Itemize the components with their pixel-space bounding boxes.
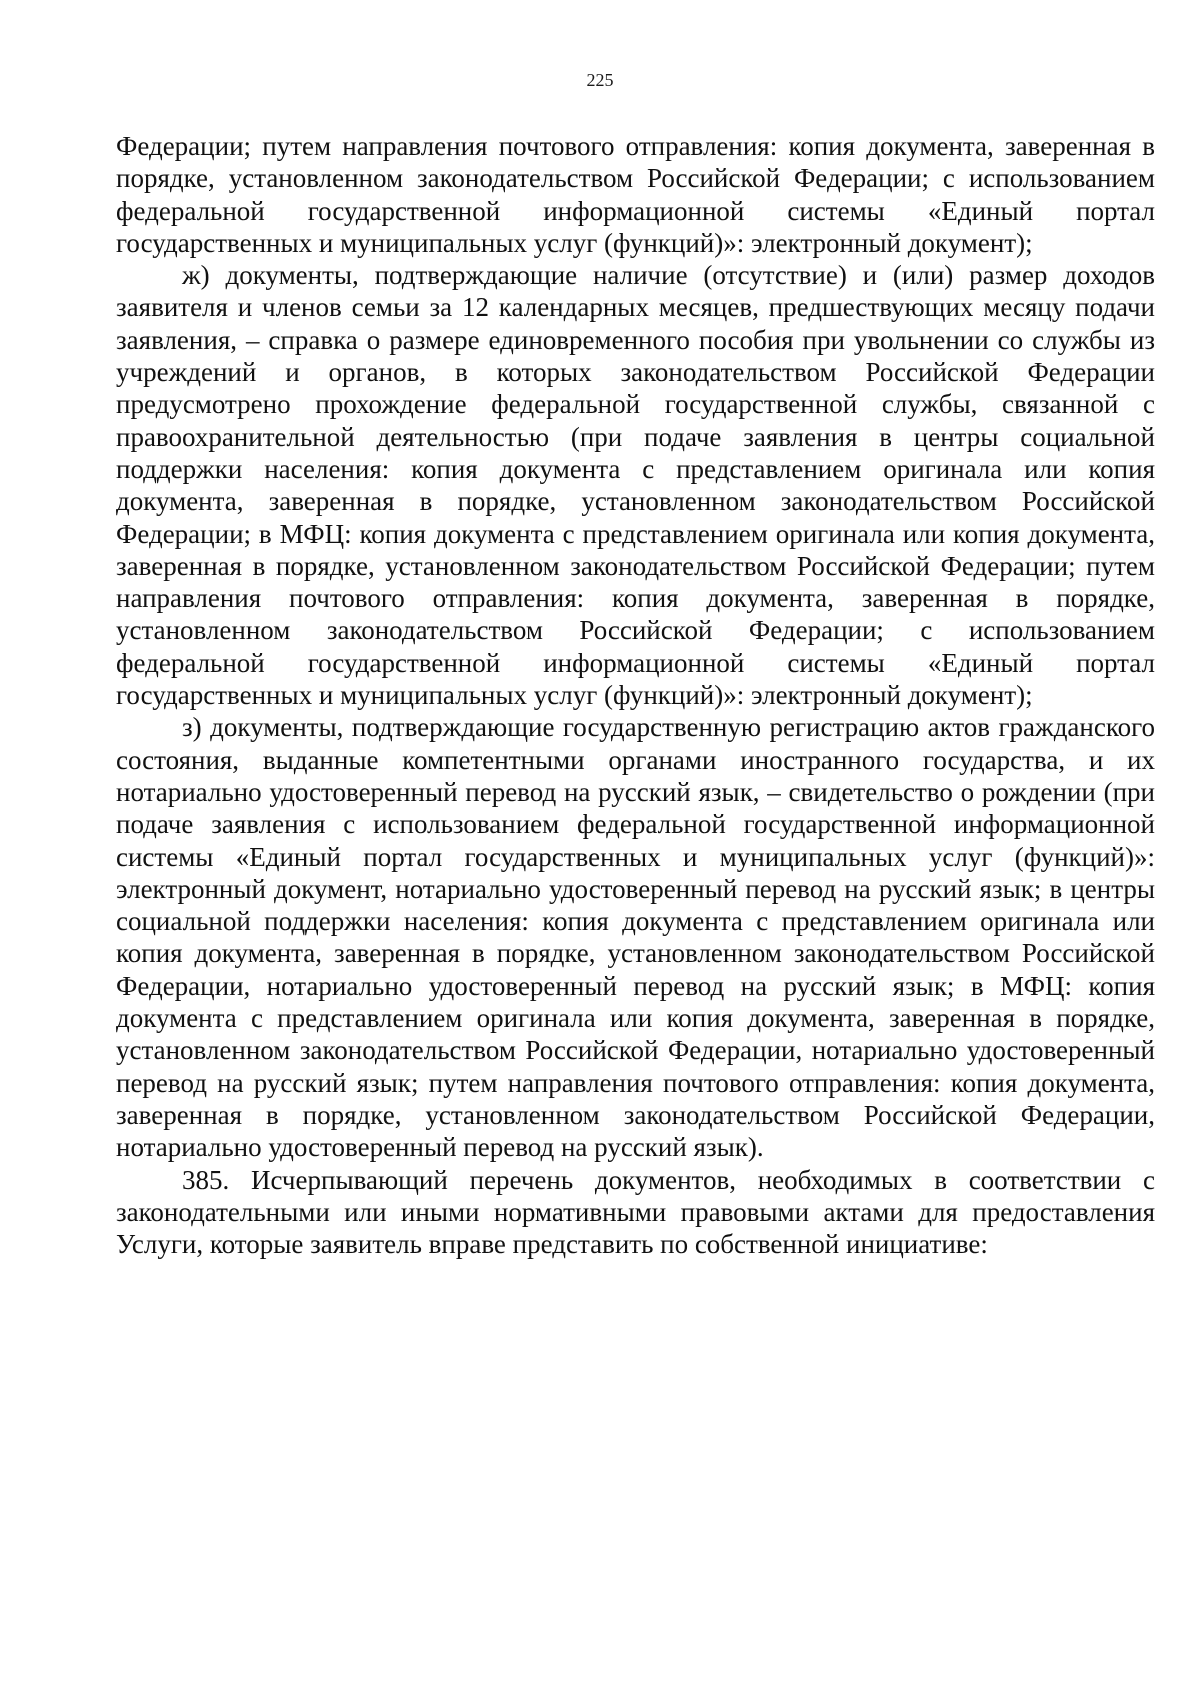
document-body — [116, 130, 1155, 1260]
paragraph-continuation: Федерации; путем направления почтового отправления: копия документа, заверенная в порядке, установленном законодательством Российской Федерации; с использованием федеральной государственной информационной системы «Единый портал государственных и муниципальных услуг (функций)»: электронный документ); — [116, 131, 1155, 258]
paragraph-item-z: з) документы, подтверждающие государственную регистрацию актов гражданского состояния, выданные компетентными органами иностранного государства, и их нотариально удостоверенный перевод на русский язык, – свидетельство о рождении (при подаче заявления с использованием федеральной государственной информационной системы «Единый портал государственных и муниципальных услуг (функций)»: электронный документ, нотариально удостоверенный перевод на русский язык; в центры социальной поддержки населения: копия документа с представлением оригинала или копия документа, заверенная в порядке, установленном законодательством Российской Федерации, нотариально удостоверенный перевод на русский язык; в МФЦ: копия документа с представлением оригинала или копия документа, заверенная в порядке, установленном законодательством Российской Федерации, нотариально удостоверенный перевод на русский язык; путем направления почтового отправления: копия документа, заверенная в порядке, установленном законодательством Российской Федерации, нотариально удостоверенный перевод на русский язык). — [116, 712, 1155, 1163]
page-number: 225 — [586, 70, 614, 90]
paragraph-385: 385. Исчерпывающий перечень документов, необходимых в соответствии с законодательными или иными нормативными правовыми актами для предоставления Услуги, которые заявитель вправе представить по собственной инициативе: — [116, 1164, 1155, 1260]
paragraph-item-zh: ж) документы, подтверждающие наличие (отсутствие) и (или) размер доходов заявителя и членов семьи за 12 календарных месяцев, предшествующих месяцу подачи заявления, – справка о размере единовременного пособия при увольнении со службы из учреждений и органов, в которых законодательством Российской Федерации предусмотрено прохождение федеральной государственной службы, связанной с правоохранительной деятельностью (при подаче заявления в центры социальной поддержки населения: копия документа с представлением оригинала или копия документа, заверенная в порядке, установленном законодательством Российской Федерации; в МФЦ: копия документа с представлением оригинала или копия документа, заверенная в порядке, установленном законодательством Российской Федерации; путем направления почтового отправления: копия документа, заверенная в порядке, установленном законодательством Российской Федерации; с использованием федеральной государственной информационной системы «Единый портал государственных и муниципальных услуг (функций)»: электронный документ); — [116, 260, 1155, 711]
